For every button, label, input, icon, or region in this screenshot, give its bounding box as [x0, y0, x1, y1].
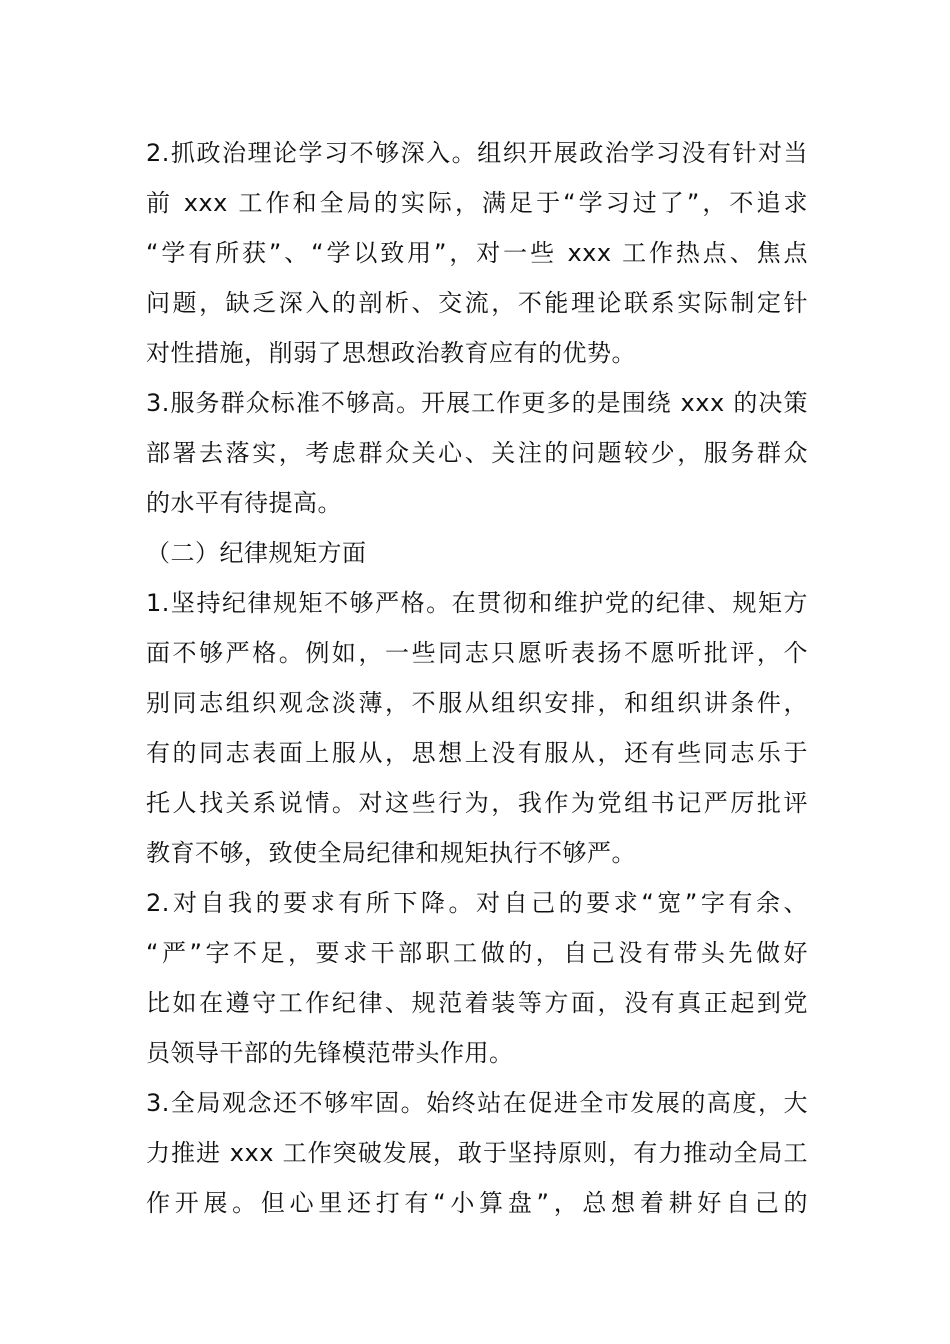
paragraph-line: 问题，缺乏深入的剖析、交流，不能理论联系实际制定针	[146, 289, 808, 317]
paragraph-line: 托人找关系说情。对这些行为，我作为党组书记严厉批评	[146, 789, 808, 817]
paragraph-line: 的水平有待提高。	[146, 489, 342, 517]
paragraph-line: 3.全局观念还不够牢固。始终站在促进全市发展的高度，大	[146, 1089, 808, 1117]
section-heading: （二）纪律规矩方面	[146, 539, 367, 567]
paragraph-line: “严”字不足，要求干部职工做的，自己没有带头先做好	[146, 939, 808, 967]
paragraph-line: 比如在遵守工作纪律、规范着装等方面，没有真正起到党	[146, 989, 808, 1017]
document-page	[146, 128, 808, 1228]
paragraph-line: 力推进 xxx 工作突破发展，敢于坚持原则，有力推动全局工	[146, 1139, 808, 1167]
paragraph-line: 面不够严格。例如，一些同志只愿听表扬不愿听批评，个	[146, 639, 808, 667]
paragraph-line: 有的同志表面上服从，思想上没有服从，还有些同志乐于	[146, 739, 808, 767]
paragraph-line: 教育不够，致使全局纪律和规矩执行不够严。	[146, 839, 636, 867]
paragraph-line: 3.服务群众标准不够高。开展工作更多的是围绕 xxx 的决策	[146, 389, 808, 417]
paragraph-line: 别同志组织观念淡薄，不服从组织安排，和组织讲条件，	[146, 689, 808, 717]
paragraph-line: 员领导干部的先锋模范带头作用。	[146, 1039, 514, 1067]
paragraph-line: 部署去落实，考虑群众关心、关注的问题较少，服务群众	[146, 439, 808, 467]
paragraph-line: 1.坚持纪律规矩不够严格。在贯彻和维护党的纪律、规矩方	[146, 589, 808, 617]
paragraph-line: “学有所获”、“学以致用”，对一些 xxx 工作热点、焦点	[146, 239, 808, 267]
paragraph-line: 2.对自我的要求有所下降。对自己的要求“宽”字有余、	[146, 889, 808, 917]
paragraph-line: 2.抓政治理论学习不够深入。组织开展政治学习没有针对当	[146, 139, 808, 167]
paragraph-line: 前 xxx 工作和全局的实际，满足于“学习过了”，不追求	[146, 189, 808, 217]
paragraph-line: 作开展。但心里还打有“小算盘”，总想着耕好自己的	[146, 1189, 808, 1217]
paragraph-line: 对性措施，削弱了思想政治教育应有的优势。	[146, 339, 636, 367]
